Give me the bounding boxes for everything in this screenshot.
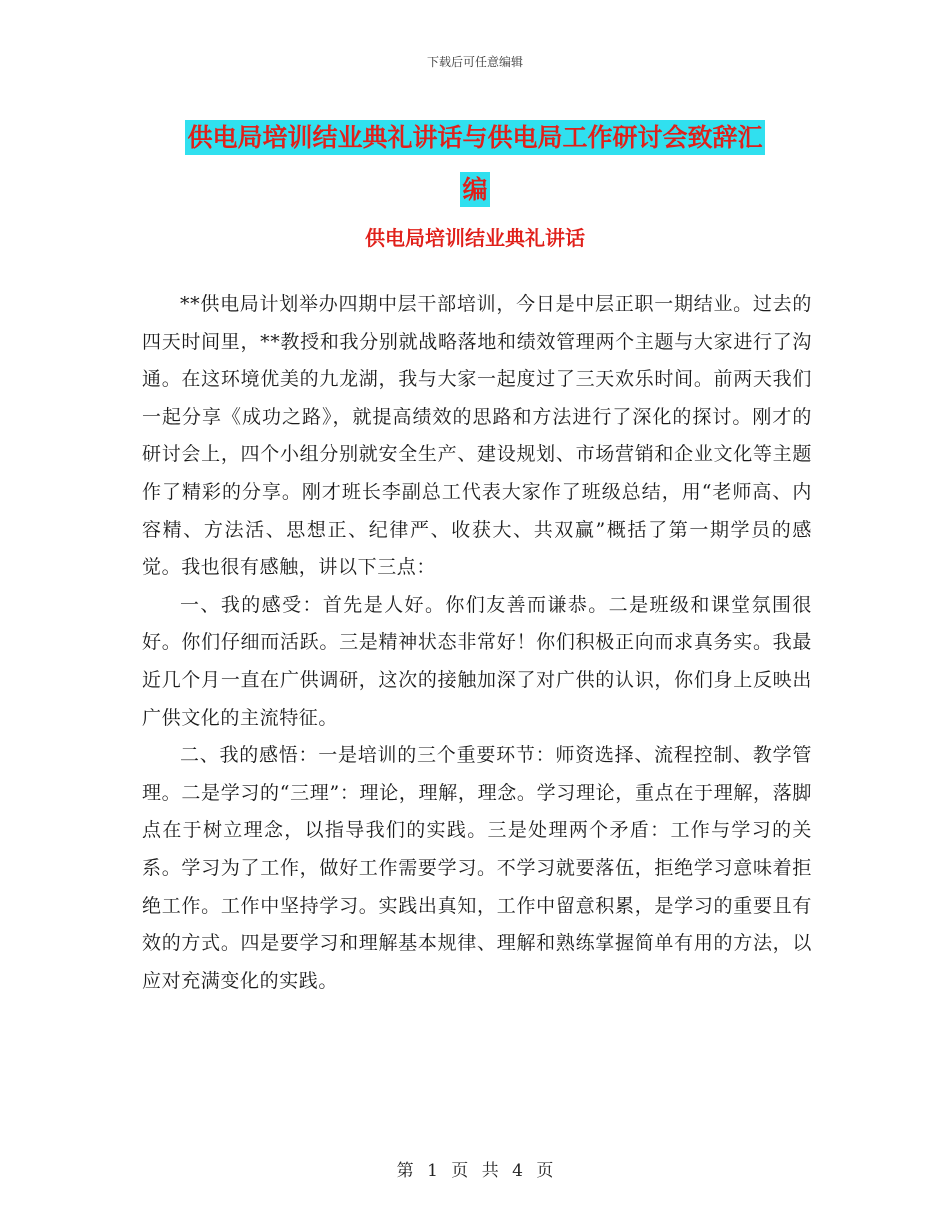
document-title-line-1: 供电局培训结业典礼讲话与供电局工作研讨会致辞汇 — [185, 120, 764, 155]
document-title-line-2: 编 — [460, 172, 489, 207]
section-title: 供电局培训结业典礼讲话 — [365, 226, 585, 250]
paragraph: **供电局计划举办四期中层干部培训，今日是中层正职一期结业。过去的四天时间里，**教授和我分别就战略落地和绩效管理两个主题与大家进行了沟通。在这环境优美的九龙湖，我与大家一起度过了三天欢乐时间。前两天我们一起分享《成功之路》，就提高绩效的思路和方法进行了深化的探讨。刚才的研讨会上，四个小组分别就安全生产、建设规划、市场营销和企业文化等主题作了精彩的分享。刚才班长李副总工代表大家作了班级总结，用“老师高、内容精、方法活、思想正、纪律严、收获大、共双赢”概括了第一期学员的感觉。我也很有感触，讲以下三点： — [142, 293, 812, 579]
document-title — [140, 112, 810, 216]
page-footer: 第 1 页 共 4 页 — [396, 1161, 554, 1181]
paragraph: 一、我的感受：首先是人好。你们友善而谦恭。二是班级和课堂氛围很好。你们仔细而活跃。三是精神状态非常好！你们积极正向而求真务实。我最近几个月一直在广供调研，这次的接触加深了对广供的认识，你们身上反映出广供文化的主流特征。 — [142, 593, 812, 729]
body-text — [142, 286, 812, 1000]
page-header-note: 下载后可任意编辑 — [426, 55, 523, 69]
paragraph: 二、我的感悟：一是培训的三个重要环节：师资选择、流程控制、教学管理。二是学习的“三理”：理论，理解，理念。学习理论，重点在于理解，落脚点在于树立理念，以指导我们的实践。三是处理两个矛盾：工作与学习的关系。学习为了工作，做好工作需要学习。不学习就要落伍，拒绝学习意味着拒绝工作。工作中坚持学习。实践出真知，工作中留意积累，是学习的重要且有效的方式。四是要学习和理解基本规律、理解和熟练掌握简单有用的方法，以应对充满变化的实践。 — [142, 744, 812, 992]
